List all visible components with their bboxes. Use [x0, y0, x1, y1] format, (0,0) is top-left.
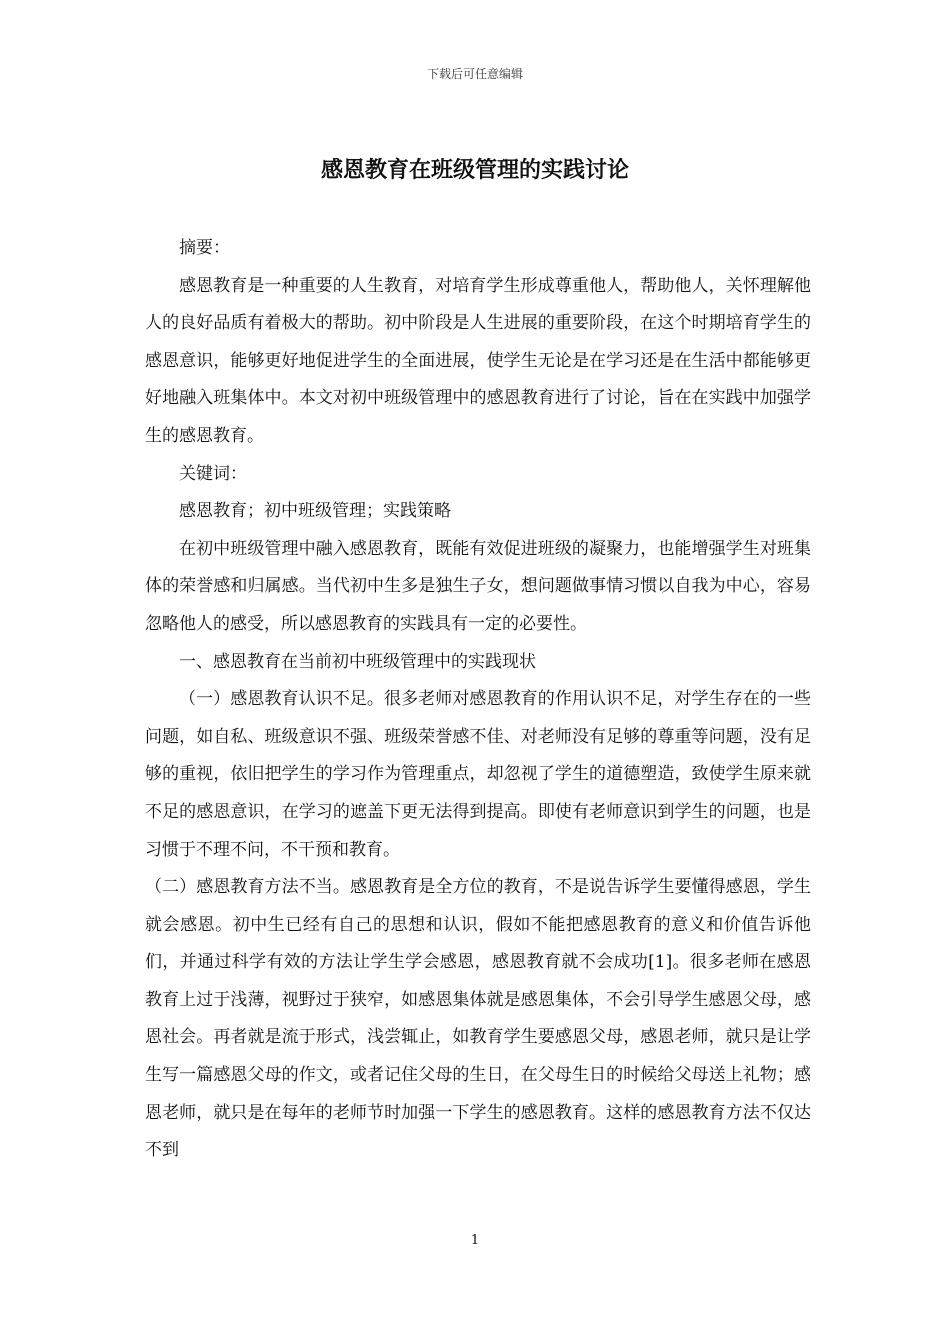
intro-paragraph: 在初中班级管理中融入感恩教育，既能有效促进班级的凝聚力，也能增强学生对班集体的荣誉感和归属感。当代初中生多是独生子女，想问题做事情习惯以自我为中心，容易忽略他人的感受，所以感恩教育的实践具有一定的必要性。	[145, 538, 811, 634]
document-title: 感恩教育在班级管理的实践讨论	[320, 158, 629, 183]
page-number: 1	[470, 1233, 480, 1248]
keywords-paragraph: 感恩教育；初中班级管理；实践策略	[179, 501, 451, 522]
document-body	[145, 230, 811, 1170]
keywords-label: 关键词：	[179, 463, 247, 484]
section-heading: 一、感恩教育在当前初中班级管理中的实践现状	[179, 651, 536, 672]
subsection-paragraph-1: （一）感恩教育认识不足。很多老师对感恩教育的作用认识不足，对学生存在的一些问题，如自私、班级意识不强、班级荣誉感不佳、对老师没有足够的尊重等问题，没有足够的重视，依旧把学生的学习作为管理重点，却忽视了学生的道德塑造，致使学生原来就不足的感恩意识，在学习的遮盖下更无法得到提高。即使有老师意识到学生的问题，也是习惯于不理不问，不干预和教育。	[145, 689, 811, 860]
abstract-paragraph: 感恩教育是一种重要的人生教育，对培育学生形成尊重他人，帮助他人，关怀理解他人的良好品质有着极大的帮助。初中阶段是人生进展的重要阶段，在这个时期培育学生的感恩意识，能够更好地促进学生的全面进展，使学生无论是在学习还是在生活中都能够更好地融入班集体中。本文对初中班级管理中的感恩教育进行了讨论，旨在在实践中加强学生的感恩教育。	[145, 275, 811, 446]
subsection-paragraph-2: （二）感恩教育方法不当。感恩教育是全方位的教育，不是说告诉学生要懂得感恩，学生就会感恩。初中生已经有自己的思想和认识，假如不能把感恩教育的意义和价值告诉他们，并通过科学有效的方法让学生学会感恩，感恩教育就不会成功[1]。很多老师在感恩教育上过于浅薄，视野过于狭窄，如感恩集体就是感恩集体，不会引导学生感恩父母，感恩社会。再者就是流于形式，浅尝辄止，如教育学生要感恩父母，感恩老师，就只是让学生写一篇感恩父母的作文，或者记住父母的生日，在父母生日的时候给父母送上礼物；感恩老师，就只是在每年的老师节时加强一下学生的感恩教育。这样的感恩教育方法不仅达不到	[145, 877, 811, 1161]
page-header: 下载后可任意编辑	[426, 67, 523, 81]
abstract-label: 摘要：	[179, 238, 230, 258]
